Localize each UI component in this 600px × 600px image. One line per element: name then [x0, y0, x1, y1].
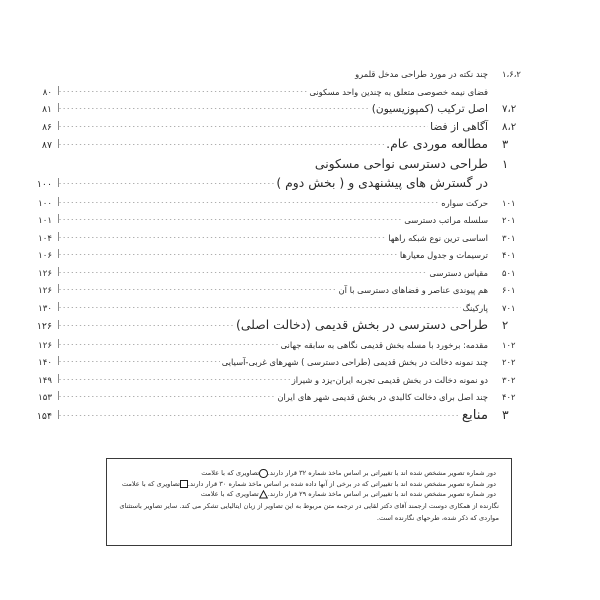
toc-entry-title: فضای نیمه خصوصی متعلق به چندین واحد مسکونی: [309, 86, 488, 97]
toc-page-number: ۱۴۰: [38, 358, 52, 368]
toc-entry[interactable]: [0, 136, 562, 156]
toc-entry[interactable]: [0, 66, 562, 84]
toc-entry-title: چند اصل برای دخالت کالبدی در بخش قدیمی شهر های ایران: [277, 392, 488, 402]
toc-dot-leader: [58, 372, 290, 383]
toc-section-number: ۴۰۲: [502, 392, 516, 402]
toc-dot-leader: [58, 300, 461, 311]
credit-text-before: تصاویری که با علامت: [121, 479, 180, 488]
toc-page-number: ۸۶: [42, 121, 52, 133]
toc-section-number: ۲۰۱: [502, 215, 516, 225]
toc-dot-leader: [58, 119, 428, 130]
toc-entry[interactable]: [0, 389, 562, 407]
toc-entry-title: طراحی دسترسی در بخش قدیمی (دخالت اصلی): [235, 317, 488, 332]
toc-entry[interactable]: [0, 372, 562, 390]
toc-page-number: ۱۳۰: [38, 303, 52, 314]
toc-section-number: ۵۰۱: [502, 267, 516, 278]
credit-line-triangle: [119, 489, 499, 500]
toc-section-number: ۳: [502, 137, 509, 151]
toc-entry-title: مقدمه: برخورد با مسله بخش قدیمی نگاهی به سابقه جهانی: [280, 339, 488, 350]
toc-dot-leader: [58, 282, 336, 293]
toc-dot-leader: [58, 318, 234, 329]
toc-entry[interactable]: [0, 265, 562, 283]
toc-entry-title: منابع: [461, 407, 488, 423]
credit-line-square: [119, 479, 499, 490]
toc-entry-title: اساسی ترین نوع شبکه راهها: [388, 232, 488, 243]
toc-section-number: ۴۰۱: [502, 250, 516, 260]
credit-line-circle: [119, 468, 499, 479]
toc-page-number: ۱۰۰: [36, 179, 52, 190]
toc-page-number: ۱۰۰: [38, 198, 52, 209]
toc-dot-leader: [58, 408, 460, 419]
toc-entry-title: ترسیمات و جدول معیارها: [399, 250, 488, 260]
toc-entry-title: چند نمونه دخالت در بخش قدیمی (طراحی دسترسی ) شهرهای غربی-آسیایی: [221, 357, 488, 367]
toc-entry-title: طراحی دسترسی نواحی مسکونی: [314, 155, 488, 171]
toc-dot-leader: [58, 212, 402, 223]
toc-dot-leader: [58, 230, 386, 241]
acknowledgement-line-2: مواردی که ذکر شده، طرحهای نگارنده است.: [376, 513, 499, 522]
toc-entry[interactable]: [0, 84, 562, 102]
toc-section-number: ۷،۲: [502, 104, 517, 115]
toc-page-number: ۱۲۶: [38, 268, 52, 279]
credit-text-before: تصاویری که با علامت: [200, 490, 259, 499]
toc-entry[interactable]: [0, 230, 562, 248]
toc-page-number: ۱۵۳: [38, 393, 52, 403]
toc-page-number: ۸۷: [41, 140, 52, 151]
toc-entry-title: مطالعه موردی عام.: [386, 136, 488, 151]
credit-text-before: تصاویری که با علامت: [201, 469, 260, 477]
toc-entry-title: چند نکته در مورد طراحی مدخل قلمرو: [355, 69, 488, 79]
toc-section-number: ۱: [502, 156, 509, 171]
table-of-contents: [0, 66, 600, 426]
toc-section-number: ۳۰۱: [502, 232, 516, 243]
toc-entry[interactable]: [0, 119, 562, 137]
toc-dot-leader: [58, 389, 275, 400]
toc-section-number: ۱۰۲: [502, 339, 516, 350]
toc-dot-leader: [58, 101, 370, 112]
toc-page-number: ۸۱: [42, 104, 52, 115]
toc-entry[interactable]: [0, 175, 562, 195]
toc-dot-leader: [58, 354, 220, 365]
toc-entry[interactable]: [0, 282, 562, 300]
credit-text-after: دور شماره تصویر مشخص شده اند با تغییراتی بر اساس ماخذ شماره ۲۹ قرار دارند.: [267, 490, 496, 499]
toc-entry[interactable]: [0, 195, 562, 213]
toc-page-number: ۱۰۴: [38, 233, 52, 244]
toc-page-number: ۱۲۶: [38, 286, 52, 296]
toc-dot-leader: [58, 337, 279, 348]
toc-section-number: ۱،۶،۲: [502, 69, 521, 79]
toc-entry-title: هم پیوندی عناصر و فضاهای دسترسی با آن: [338, 285, 488, 295]
toc-section-number: ۲۰۲: [502, 357, 516, 367]
toc-dot-leader: [58, 137, 384, 148]
credit-text-after: دور شماره تصویر مشخص شده اند با تغییراتی بر اساس ماخذ شماره ۳۲ قرار دارند.: [267, 469, 496, 477]
circle-icon: [259, 469, 268, 478]
credit-text-after: دور شماره تصویر مشخص شده اند با تغییراتی که در برخی از آنها داده شده بر اساس ماخذ شماره ۳۰ قرار دارند.: [187, 479, 496, 488]
toc-section-number: ۳: [502, 406, 509, 422]
toc-dot-leader: [58, 84, 307, 95]
toc-entry-title: دو نمونه دخالت در بخش قدیمی تجربه ایران-یزد و شیراز: [291, 374, 488, 385]
image-credits-box: [106, 458, 512, 546]
toc-entry-title: مقیاس دسترسی: [429, 267, 488, 278]
toc-section-number: ۱۰۱: [502, 197, 516, 208]
toc-entry[interactable]: [0, 101, 562, 119]
toc-dot-leader: [58, 176, 274, 187]
toc-entry-title: حرکت سواره: [441, 197, 488, 208]
toc-page-number: ۱۲۶: [38, 340, 52, 351]
toc-section-number: ۳۰۲: [502, 374, 516, 385]
toc-page-number: ۱۰۶: [38, 251, 52, 261]
toc-entry[interactable]: [0, 156, 562, 176]
toc-page-number: ۸۰: [42, 87, 52, 98]
toc-section-number: ۸،۲: [502, 121, 517, 133]
toc-entry[interactable]: [0, 300, 562, 318]
toc-entry-title: اصل ترکیب (کمپوزیسیون): [371, 103, 488, 115]
toc-entry-title: آگاهی از فضا: [430, 120, 488, 133]
toc-page-number: ۱۵۴: [36, 410, 52, 422]
toc-entry-title: سلسله مراتب دسترسی: [404, 215, 488, 225]
toc-page-number: ۱۴۹: [38, 375, 52, 386]
toc-entry-title: در گسترش های پیشنهدی و ( بخش دوم ): [276, 175, 488, 190]
square-icon: [180, 480, 188, 488]
toc-entry[interactable]: [0, 317, 562, 337]
toc-page-number: ۱۲۶: [36, 321, 52, 332]
triangle-icon: [259, 490, 268, 499]
toc-entry[interactable]: [0, 407, 562, 427]
acknowledgement-line-1: نگارنده از همکاری دوست ارجمند آقای دکتر لقایی در ترجمه متن مربوط به این تصاویر از زبان ایتالیایی تشکر می کند. سایر تصاویر باستثنای: [119, 501, 499, 510]
toc-entry[interactable]: [0, 354, 562, 372]
toc-section-number: ۶۰۱: [502, 285, 516, 295]
toc-dot-leader: [58, 265, 427, 276]
toc-section-number: ۷۰۱: [502, 302, 516, 313]
toc-entry[interactable]: [0, 212, 562, 230]
toc-entry[interactable]: [0, 247, 562, 265]
toc-dot-leader: [58, 195, 439, 206]
toc-section-number: ۲: [502, 318, 509, 332]
toc-entry[interactable]: [0, 337, 562, 355]
toc-entry-title: پارکینگ: [462, 302, 488, 313]
toc-page-number: ۱۰۱: [38, 216, 52, 226]
toc-dot-leader: [58, 247, 398, 258]
